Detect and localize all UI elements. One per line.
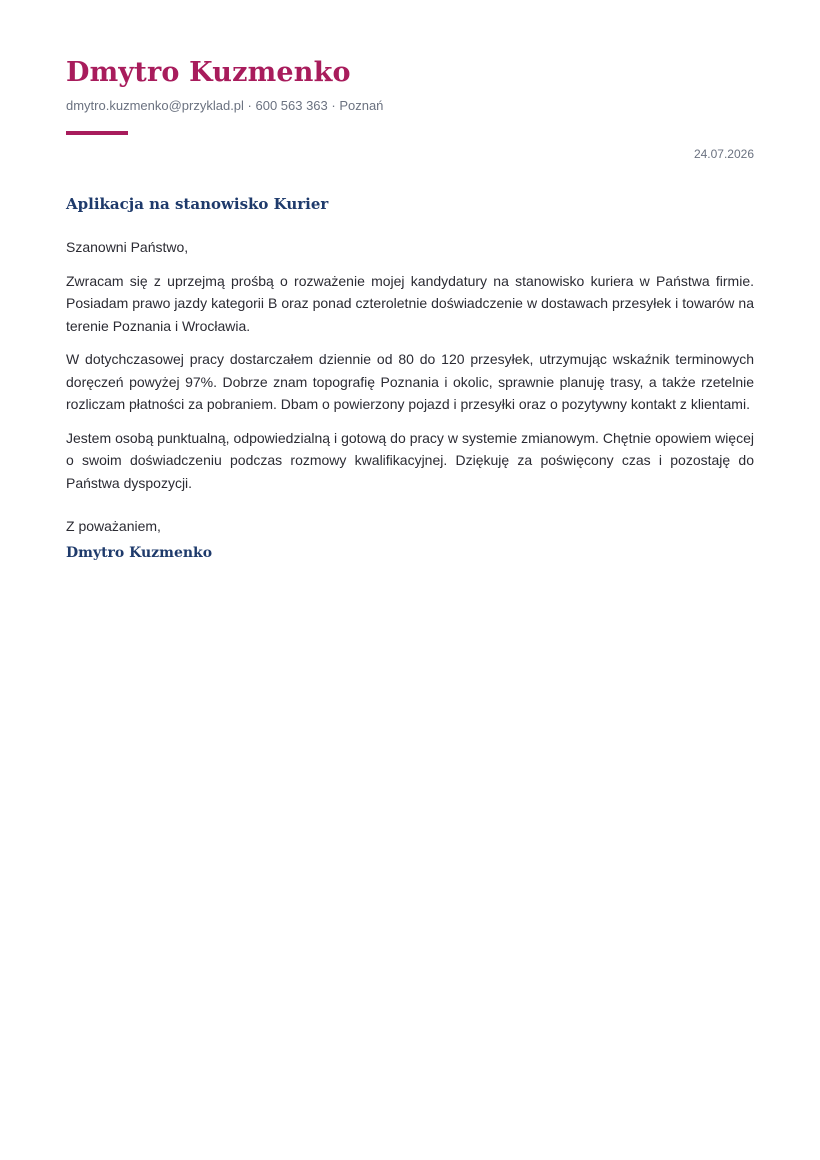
signature-name: Dmytro Kuzmenko — [66, 545, 213, 561]
paragraph-1: Zwracam się z uprzejmą prośbą o rozważenie mojej kandydatury na stanowisko kuriera w Państwa firmie. Posiadam prawo jazdy kategorii B oraz ponad czteroletnie doświadczenie w dostawach przesyłek i towarów na terenie Poznania i Wrocławia. — [66, 272, 754, 334]
greeting: Szanowni Państwo, — [66, 239, 189, 255]
letter-subject: Aplikacja na stanowisko Kurier — [66, 195, 329, 213]
paragraph-3: Jestem osobą punktualną, odpowiedzialną i gotową do pracy w systemie zmianowym. Chętnie opowiem więcej o swoim doświadczeniu podczas rozmowy kwalifikacyjnej. Dziękuję za poświęcony czas i pozostaję do Państwa dyspozycji. — [66, 429, 754, 491]
letter-body — [66, 236, 754, 505]
paragraph-2: W dotychczasowej pracy dostarczałem dziennie od 80 do 120 przesyłek, utrzymując wskaźnik terminowych doręczeń powyżej 97%. Dobrze znam topografię Poznania i okolic, sprawnie planuję trasy, a także rzetelnie rozliczam płatności za pobraniem. Dbam o powierzony pojazd i przesyłki oraz o pozytywny kontakt z klientami. — [66, 351, 754, 412]
letter-date: 24.07.2026 — [693, 147, 754, 161]
applicant-name: Dmytro Kuzmenko — [66, 57, 351, 88]
contact-line: dmytro.kuzmenko@przyklad.pl · 600 563 363 · Poznań — [66, 98, 384, 113]
closing-phrase: Z poważaniem, — [66, 518, 161, 534]
accent-divider — [66, 131, 128, 135]
